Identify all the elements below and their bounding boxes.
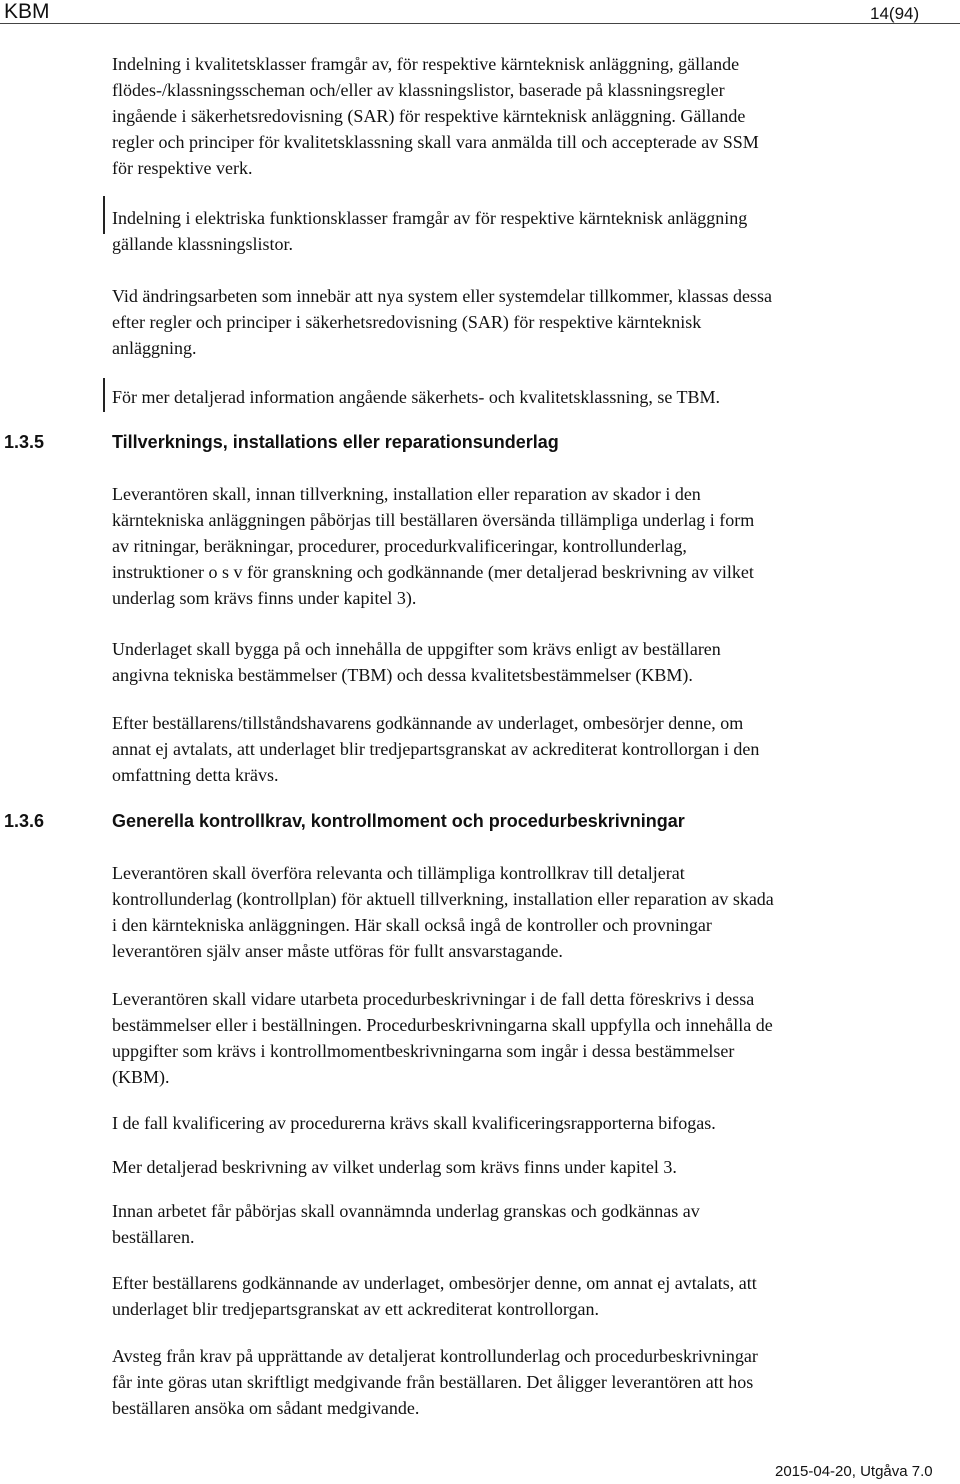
paragraph-line: Efter beställarens godkännande av underlaget, ombesörjer denne, om annat ej avtalats, att	[112, 1273, 757, 1293]
paragraph	[112, 205, 957, 257]
paragraph-line: Vid ändringsarbeten som innebär att nya system eller systemdelar tillkommer, klassas dessa	[112, 286, 773, 306]
paragraph-line: Mer detaljerad beskrivning av vilket underlag som krävs finns under kapitel 3.	[112, 1157, 677, 1177]
paragraph-line: Underlaget skall bygga på och innehålla de uppgifter som krävs enligt av beställaren	[112, 639, 721, 659]
paragraph-line: i den kärntekniska anläggningen. Här skall också ingå de kontroller och provningar	[112, 915, 712, 935]
paragraph-line: I de fall kvalificering av procedurerna krävs skall kvalificeringsrapporterna bifogas.	[112, 1113, 716, 1133]
paragraph-line: uppgifter som krävs i kontrollmomentbeskrivningarna som ingår i dessa bestämmelser	[112, 1041, 735, 1061]
paragraph-line: Leverantören skall, innan tillverkning, installation eller reparation av skador i den	[112, 484, 701, 504]
paragraph-line: För mer detaljerad information angående säkerhets- och kvalitetsklassning, se TBM.	[112, 387, 721, 407]
paragraph-line: (KBM).	[112, 1067, 170, 1087]
paragraph-line: Avsteg från krav på upprättande av detaljerat kontrollunderlag och procedurbeskrivningar	[112, 1346, 758, 1366]
paragraph-line: underlaget blir tredjepartsgranskat av ett ackrediterat kontrollorgan.	[112, 1299, 599, 1319]
paragraph-line: efter regler och principer i säkerhetsredovisning (SAR) för respektive kärnteknisk	[112, 312, 702, 332]
paragraph-line: gällande klassningslistor.	[112, 234, 293, 254]
paragraph-line: Leverantören skall vidare utarbeta procedurbeskrivningar i de fall detta föreskrivs i dessa	[112, 989, 755, 1009]
paragraph-line: beställaren.	[112, 1227, 195, 1247]
paragraph	[112, 860, 957, 964]
paragraph	[112, 51, 957, 181]
page-number: 14(94)	[870, 4, 920, 23]
paragraph-line: beställaren ansöka om sådant medgivande.	[112, 1398, 420, 1418]
paragraph	[112, 384, 957, 410]
paragraph-line: kontrollunderlag (kontrollplan) för aktuell tillverkning, installation eller reparation av skada	[112, 889, 774, 909]
paragraph	[112, 1154, 957, 1180]
section-title: Tillverknings, installations eller reparationsunderlag	[112, 432, 559, 452]
paragraph-line: anläggning.	[112, 338, 197, 358]
change-bar	[103, 378, 105, 412]
paragraph	[112, 481, 957, 611]
paragraph	[112, 1198, 957, 1250]
paragraph	[112, 636, 957, 688]
section-number: 1.3.6	[4, 811, 45, 831]
footer-edition: 2015-04-20, Utgåva 7.0	[775, 1463, 933, 1480]
paragraph-line: underlag som krävs finns under kapitel 3).	[112, 588, 417, 608]
paragraph-line: får inte göras utan skriftligt medgivande från beställaren. Det åligger leverantören att hos	[112, 1372, 754, 1392]
paragraph-line: för respektive verk.	[112, 158, 253, 178]
paragraph-line: ingående i säkerhetsredovisning (SAR) för respektive kärnteknisk anläggning. Gällande	[112, 106, 746, 126]
paragraph-line: omfattning detta krävs.	[112, 765, 279, 785]
paragraph-line: bestämmelser eller i beställningen. Procedurbeskrivningarna skall uppfylla och innehålla de	[112, 1015, 773, 1035]
paragraph-line: Innan arbetet får påbörjas skall ovannämnda underlag granskas och godkännas av	[112, 1201, 700, 1221]
paragraph-line: instruktioner o s v för granskning och godkännande (mer detaljerad beskrivning av vilket	[112, 562, 754, 582]
section-title: Generella kontrollkrav, kontrollmoment och procedurbeskrivningar	[112, 811, 685, 831]
paragraph-line: Indelning i elektriska funktionsklasser framgår av för respektive kärnteknisk anläggning	[112, 208, 748, 228]
paragraph	[112, 1110, 957, 1136]
paragraph-line: Indelning i kvalitetsklasser framgår av, för respektive kärnteknisk anläggning, gällande	[112, 54, 740, 74]
header-divider	[0, 23, 960, 24]
section-number: 1.3.5	[4, 432, 45, 452]
paragraph-line: kärntekniska anläggningen påbörjas till beställaren översända tillämpliga underlag i form	[112, 510, 755, 530]
paragraph	[112, 986, 957, 1090]
paragraph	[112, 1270, 957, 1322]
paragraph-line: Efter beställarens/tillståndshavarens godkännande av underlaget, ombesörjer denne, om	[112, 713, 744, 733]
paragraph-line: av ritningar, beräkningar, procedurer, procedurkvalificeringar, kontrollunderlag,	[112, 536, 687, 556]
paragraph-line: angivna tekniska bestämmelser (TBM) och dessa kvalitetsbestämmelser (KBM).	[112, 665, 693, 685]
paragraph-line: regler och principer för kvalitetsklassning skall vara anmälda till och accepterade av SSM	[112, 132, 759, 152]
document-code: KBM	[4, 0, 50, 23]
change-bar	[103, 196, 105, 234]
paragraph-line: leverantören själv anser måste utföras för fullt ansvarstagande.	[112, 941, 563, 961]
paragraph	[112, 710, 957, 788]
paragraph	[112, 1343, 957, 1421]
paragraph-line: flödes-/klassningsscheman och/eller av klassningslistor, baserade på klassningsregler	[112, 80, 725, 100]
paragraph-line: Leverantören skall överföra relevanta och tillämpliga kontrollkrav till detaljerat	[112, 863, 685, 883]
paragraph-line: annat ej avtalats, att underlaget blir tredjepartsgranskat av ackrediterat kontrollorgan i den	[112, 739, 760, 759]
paragraph	[112, 283, 957, 361]
